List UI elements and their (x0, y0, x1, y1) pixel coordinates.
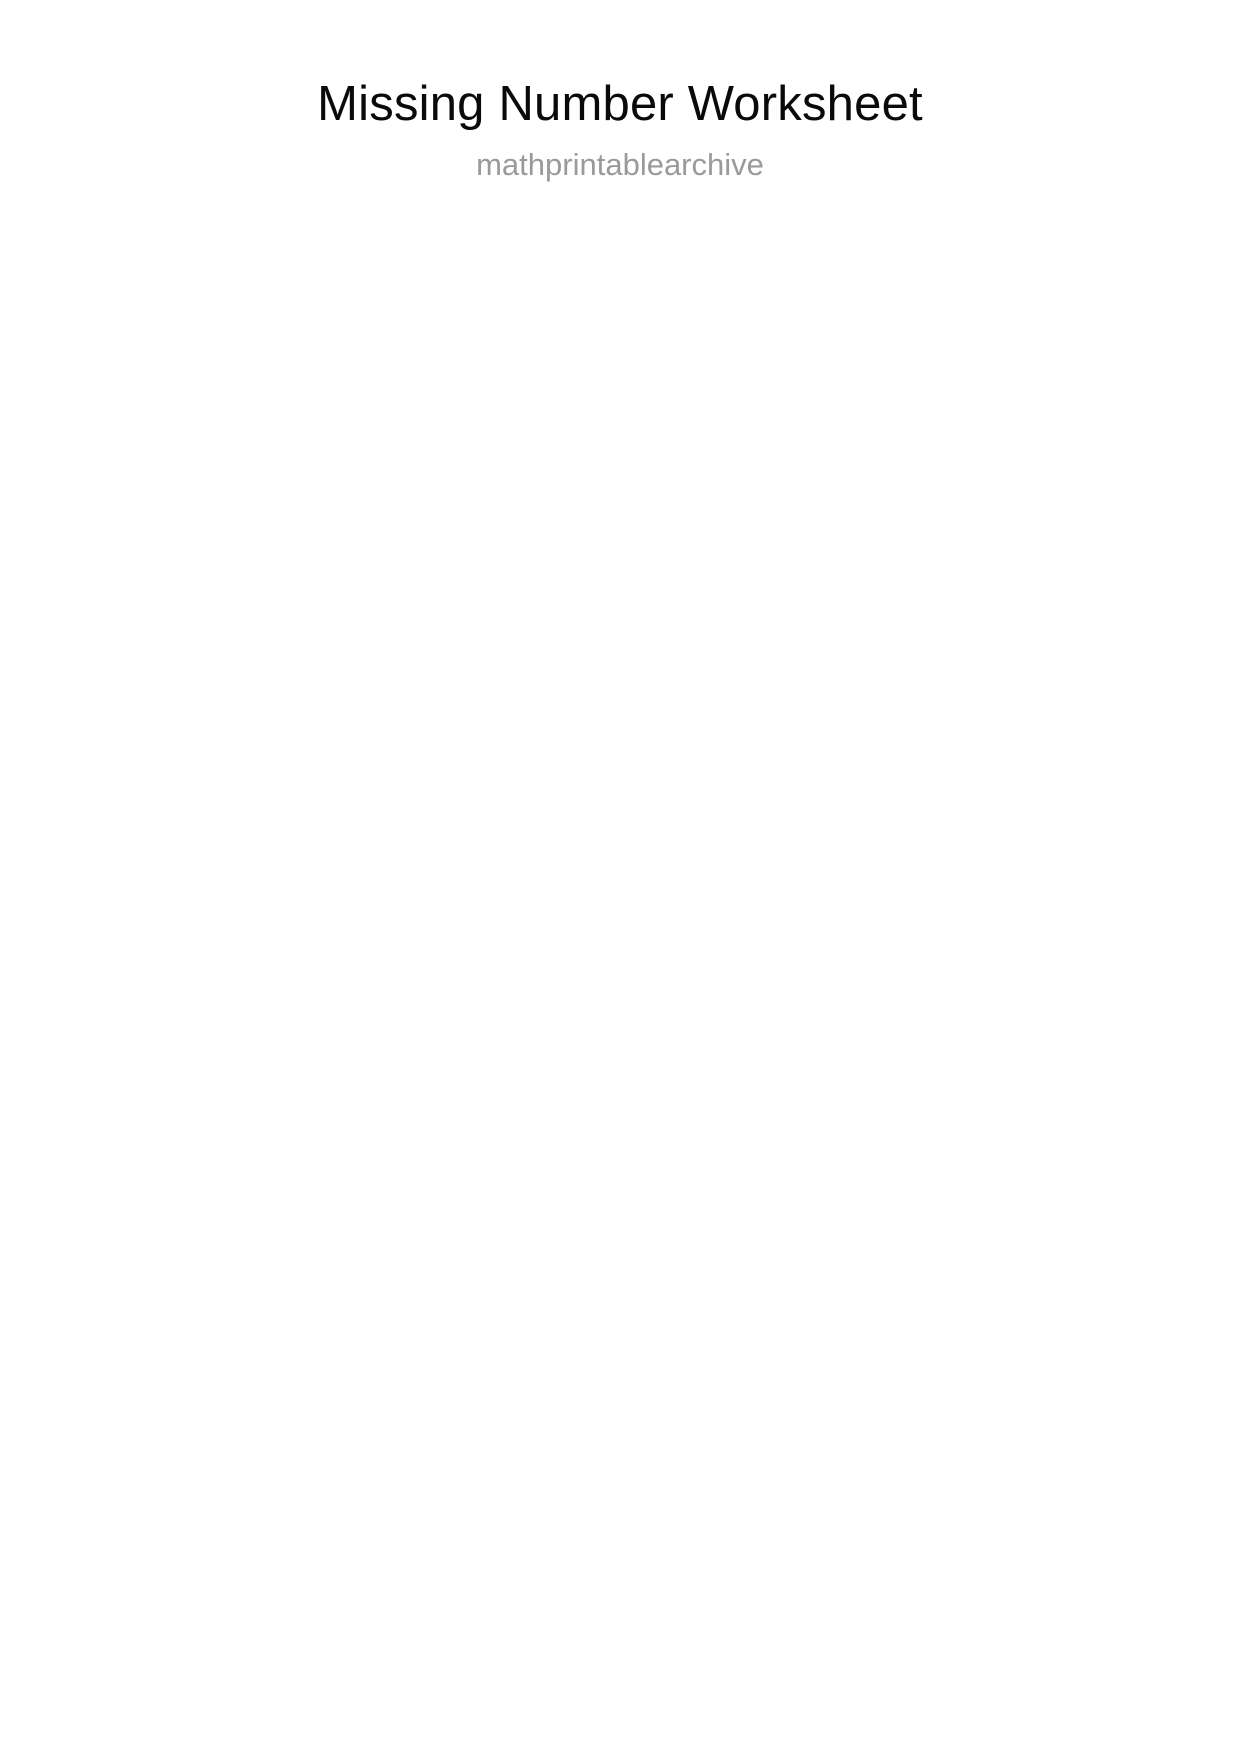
worksheet-header (0, 0, 1240, 182)
page-title: Missing Number Worksheet (317, 77, 923, 131)
page-subtitle: mathprintablearchive (476, 146, 764, 182)
